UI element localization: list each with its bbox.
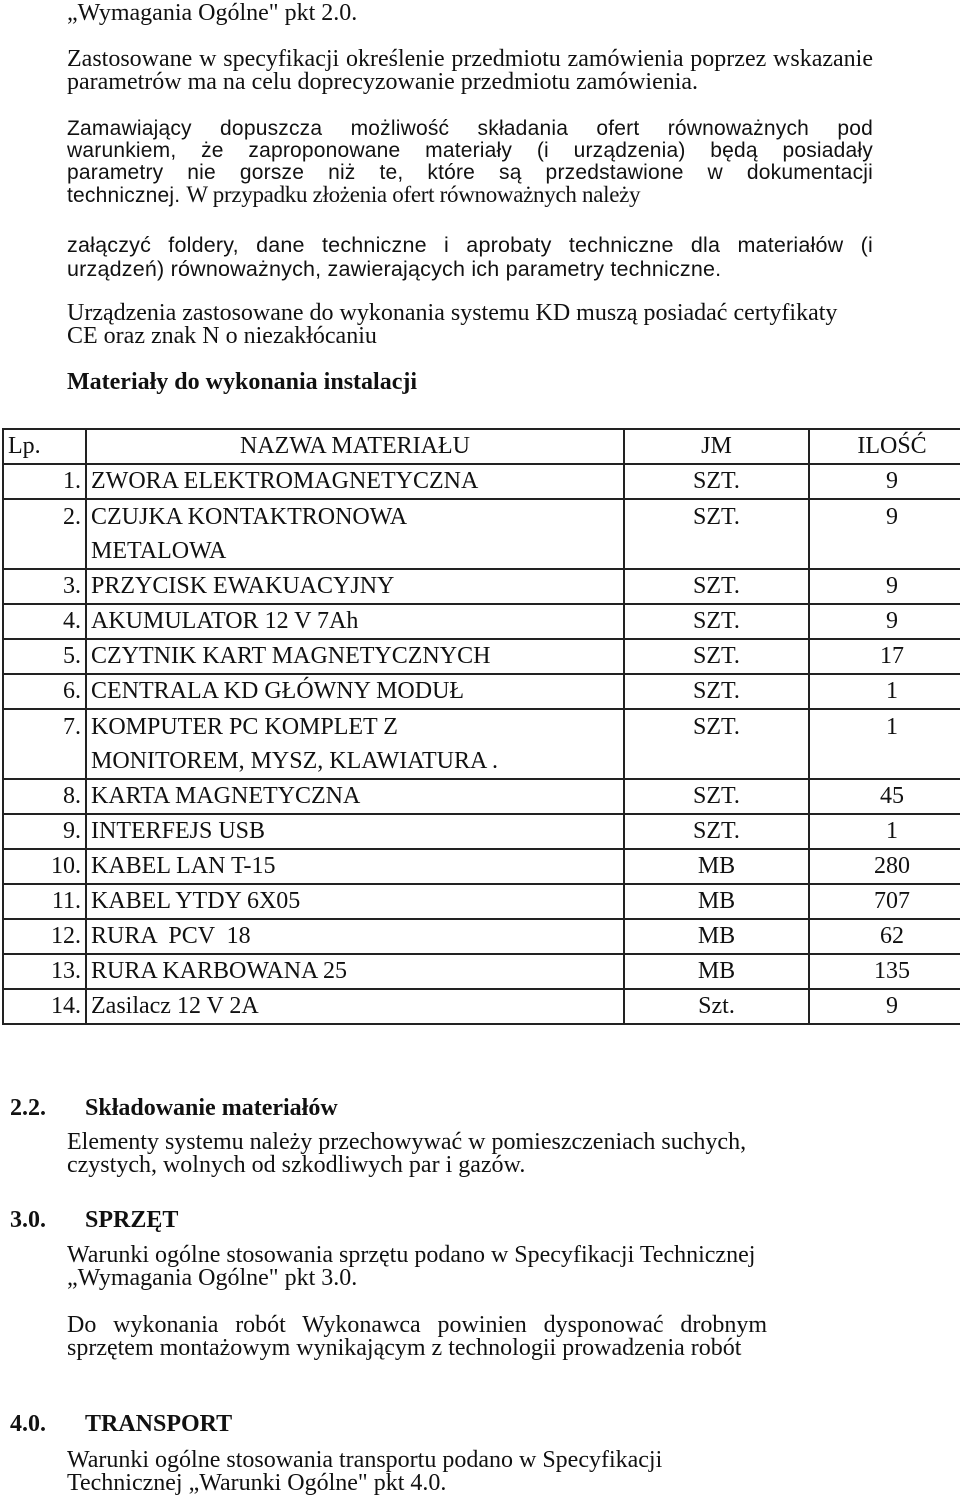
table-row (3, 639, 960, 674)
row-quantity: 1 (809, 814, 960, 849)
section-4-0-title: TRANSPORT (85, 1411, 233, 1437)
row-unit: MB (624, 884, 809, 919)
intro-paragraph-4: Urządzenia zastosowane do wykonania systemu KD muszą posiadać certyfikaty CE oraz znak N o niezakłócaniu (67, 300, 838, 349)
row-lp: 4. (3, 604, 86, 639)
intro-paragraph-2-line-1: Zamawiający dopuszcza możliwość składania ofert równoważnych pod (67, 117, 873, 140)
row-lp: 7. (3, 709, 86, 779)
row-lp: 1. (3, 464, 86, 499)
table-row (3, 849, 960, 884)
table-row (3, 814, 960, 849)
intro-paragraph-2-line-2: warunkiem, że zaproponowane materiały (i urządzenia) będą posiadały (67, 139, 873, 162)
section-4-0-number: 4.0. (10, 1411, 46, 1437)
header-material-name: NAZWA MATERIAŁU (86, 429, 624, 464)
table-row (3, 604, 960, 639)
table-row (3, 989, 960, 1024)
section-3-0-body-2: Do wykonania robót Wykonawca powinien dysponować drobnym sprzętem montażowym wynikającym z technologii prowadzenia robót (67, 1312, 767, 1361)
row-lp: 8. (3, 779, 86, 814)
row-quantity: 9 (809, 604, 960, 639)
table-row (3, 919, 960, 954)
intro-paragraph-2 (67, 118, 873, 207)
row-lp: 10. (3, 849, 86, 884)
section-3-0-body-1: Warunki ogólne stosowania sprzętu podano w Specyfikacji Technicznej „Wymagania Ogólne" pkt 3.0. (67, 1242, 756, 1291)
row-unit: MB (624, 919, 809, 954)
header-lp: Lp. (3, 429, 86, 464)
row-lp: 14. (3, 989, 86, 1024)
row-quantity: 280 (809, 849, 960, 884)
intro-paragraph-2-serif-tail: W przypadku złożenia ofert równoważnych należy (186, 182, 641, 207)
row-unit: SZT. (624, 499, 809, 569)
table-row (3, 709, 960, 779)
row-material-name: PRZYCISK EWAKUACYJNY (86, 569, 624, 604)
row-unit: MB (624, 849, 809, 884)
row-material-name: Zasilacz 12 V 2A (86, 989, 624, 1024)
materials-table (2, 428, 960, 1025)
row-material-name: ZWORA ELEKTROMAGNETYCZNA (86, 464, 624, 499)
row-material-name: AKUMULATOR 12 V 7Ah (86, 604, 624, 639)
header-unit: JM (624, 429, 809, 464)
row-unit: SZT. (624, 639, 809, 674)
table-row (3, 954, 960, 989)
row-quantity: 17 (809, 639, 960, 674)
section-2-2-number: 2.2. (10, 1095, 46, 1121)
row-lp: 3. (3, 569, 86, 604)
section-3-0-title: SPRZĘT (85, 1207, 179, 1233)
row-material-name: KABEL LAN T-15 (86, 849, 624, 884)
row-material-name: CZYTNIK KART MAGNETYCZNYCH (86, 639, 624, 674)
intro-paragraph-2-line-4 (67, 184, 873, 207)
intro-paragraph-2-line-3: parametry nie gorsze niż te, które są przedstawione w dokumentacji (67, 161, 873, 184)
row-quantity: 9 (809, 989, 960, 1024)
row-unit: SZT. (624, 779, 809, 814)
table-row (3, 499, 960, 569)
section-4-0-body: Warunki ogólne stosowania transportu podano w Specyfikacji Technicznej „Warunki Ogólne" pkt 4.0. (67, 1447, 663, 1496)
row-unit: SZT. (624, 814, 809, 849)
row-quantity: 62 (809, 919, 960, 954)
row-unit: SZT. (624, 674, 809, 709)
section-2-2-body: Elementy systemu należy przechowywać w pomieszczeniach suchych, czystych, wolnych od szkodliwych par i gazów. (67, 1129, 747, 1178)
row-lp: 9. (3, 814, 86, 849)
row-quantity: 135 (809, 954, 960, 989)
row-unit: SZT. (624, 709, 809, 779)
row-lp: 5. (3, 639, 86, 674)
row-quantity: 1 (809, 674, 960, 709)
materials-table-header-row (3, 429, 960, 464)
row-unit: SZT. (624, 464, 809, 499)
materials-heading: Materiały do wykonania instalacji (67, 369, 418, 395)
row-material-name: RURA PCV 18 (86, 919, 624, 954)
intro-paragraph-3: załączyć foldery, dane techniczne i aprobaty techniczne dla materiałów (i urządzeń) równoważnych, zawierających ich parametry techniczne. (67, 233, 873, 281)
row-unit: SZT. (624, 569, 809, 604)
row-quantity: 707 (809, 884, 960, 919)
section-3-0-number: 3.0. (10, 1207, 46, 1233)
row-material-name: CENTRALA KD GŁÓWNY MODUŁ (86, 674, 624, 709)
table-row (3, 569, 960, 604)
row-material-name: CZUJKA KONTAKTRONOWA METALOWA (86, 499, 624, 569)
table-row (3, 674, 960, 709)
intro-paragraph-2-sans-tail: technicznej. (67, 184, 181, 207)
row-lp: 2. (3, 499, 86, 569)
row-material-name: KARTA MAGNETYCZNA (86, 779, 624, 814)
row-quantity: 9 (809, 499, 960, 569)
row-lp: 13. (3, 954, 86, 989)
row-quantity: 45 (809, 779, 960, 814)
row-lp: 6. (3, 674, 86, 709)
row-lp: 12. (3, 919, 86, 954)
intro-paragraph-1: Zastosowane w specyfikacji określenie przedmiotu zamówienia poprzez wskazanie parametrów ma na celu doprecyzowanie przedmiotu zamówienia. (67, 46, 873, 95)
row-quantity: 1 (809, 709, 960, 779)
row-material-name: INTERFEJS USB (86, 814, 624, 849)
row-unit: SZT. (624, 604, 809, 639)
row-material-name: KABEL YTDY 6X05 (86, 884, 624, 919)
row-material-name: RURA KARBOWANA 25 (86, 954, 624, 989)
row-unit: MB (624, 954, 809, 989)
row-unit: Szt. (624, 989, 809, 1024)
row-quantity: 9 (809, 464, 960, 499)
table-row (3, 884, 960, 919)
table-row (3, 464, 960, 499)
intro-top-line: „Wymagania Ogólne" pkt 2.0. (67, 0, 358, 26)
header-quantity: ILOŚĆ (809, 429, 960, 464)
row-quantity: 9 (809, 569, 960, 604)
row-material-name: KOMPUTER PC KOMPLET Z MONITOREM, MYSZ, KLAWIATURA . (86, 709, 624, 779)
table-row (3, 779, 960, 814)
section-2-2-title: Składowanie materiałów (85, 1095, 338, 1121)
row-lp: 11. (3, 884, 86, 919)
